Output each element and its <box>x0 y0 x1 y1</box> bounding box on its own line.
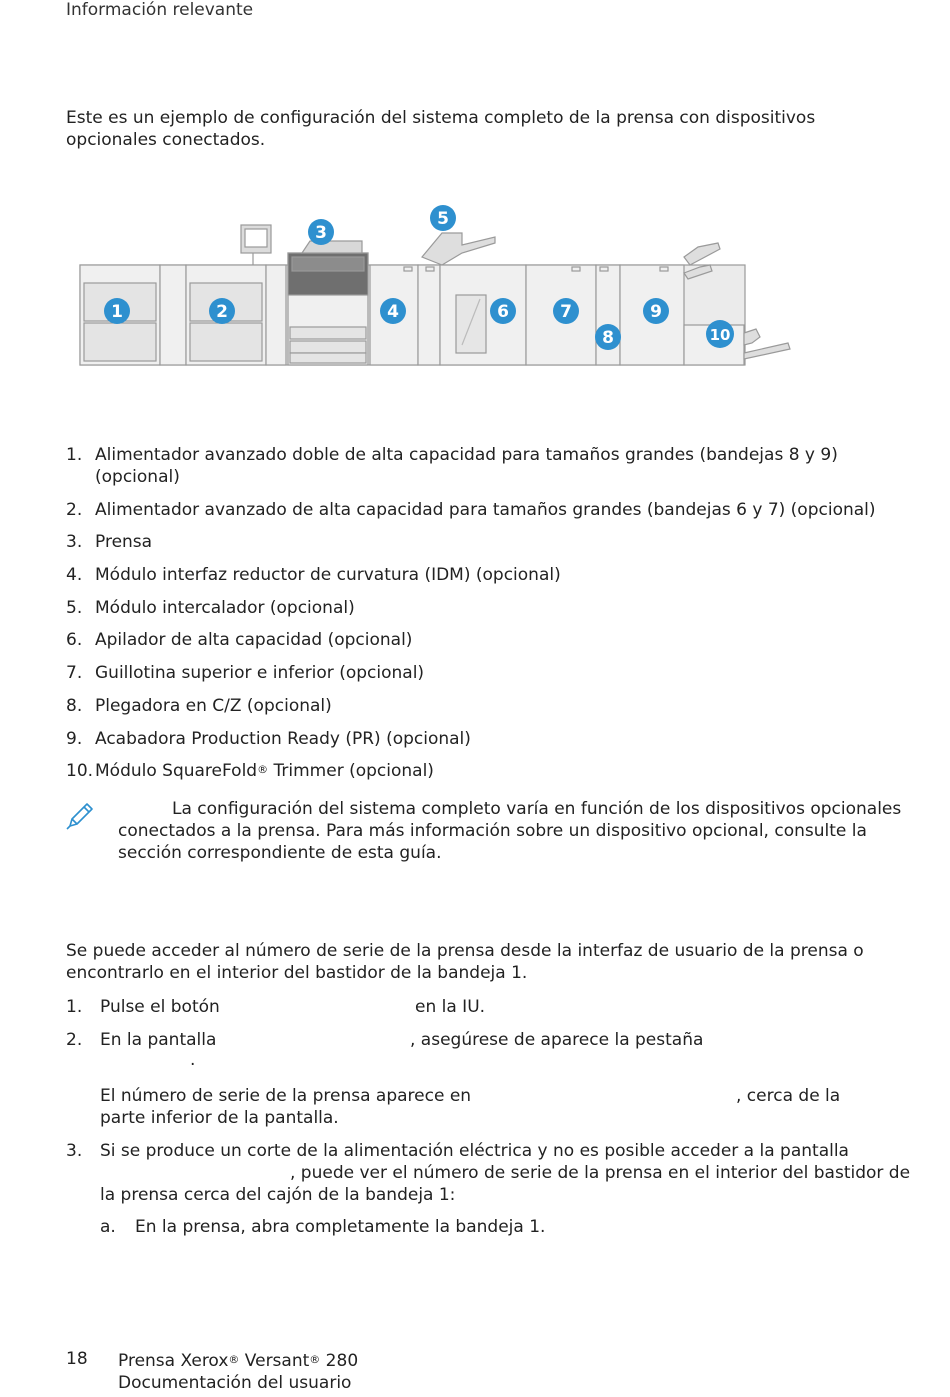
list-item: 4. Módulo interfaz reductor de curvatura (IDM) (opcional) <box>66 565 561 585</box>
callout-5 <box>430 205 456 231</box>
svg-text:9: 9 <box>650 302 662 322</box>
list-item: 10. Módulo SquareFold® Trimmer (opcional) <box>66 761 434 781</box>
svg-text:8: 8 <box>602 328 614 348</box>
list-item: 7. Guillotina superior e inferior (opcional) <box>66 663 425 683</box>
footer-product: Prensa Xerox® Versant® 280 Documentación del usuario <box>118 1351 359 1393</box>
page-number: 18 <box>66 1349 88 1369</box>
list-item: 9. Acabadora Production Ready (PR) (opcional) <box>66 729 471 749</box>
callout-4 <box>380 298 406 324</box>
svg-text:5: 5 <box>437 209 449 229</box>
serial-intro-paragraph: Se puede acceder al número de serie de la prensa desde la interfaz de usuario de la prensa o encontrarlo en el interior del bastidor de la bandeja 1. <box>66 941 864 983</box>
svg-text:3: 3 <box>315 223 327 243</box>
list-item: 6. Apilador de alta capacidad (opcional) <box>66 630 413 650</box>
running-header: Información relevante <box>66 0 254 20</box>
list-item: 2. Alimentador avanzado de alta capacidad para tamaños grandes (bandejas 6 y 7) (opcional) <box>66 500 876 520</box>
callout-6 <box>490 298 516 324</box>
callout-10 <box>706 320 734 348</box>
list-item: 3. Prensa <box>66 532 153 552</box>
inserter-module <box>418 265 440 365</box>
svg-text:1: 1 <box>111 302 123 322</box>
list-item: 1. Alimentador avanzado doble de alta capacidad para tamaños grandes (bandejas 8 y 9) (opcional) <box>66 445 838 487</box>
callout-7 <box>553 298 579 324</box>
note-block: La configuración del sistema completo varía en función de los dispositivos opcionales conectados a la prensa. Para más información sobre un dispositivo opcional, consulte la sección correspondiente de esta guía. <box>118 799 902 863</box>
svg-text:4: 4 <box>387 302 399 322</box>
pencil-note-icon <box>64 800 96 832</box>
system-configuration-diagram <box>70 195 810 380</box>
callout-3 <box>308 219 334 245</box>
svg-text:7: 7 <box>560 302 572 322</box>
svg-text:10: 10 <box>709 326 731 344</box>
svg-text:2: 2 <box>216 302 228 322</box>
callout-9 <box>643 298 669 324</box>
list-item: 5. Módulo intercalador (opcional) <box>66 598 355 618</box>
list-item: 8. Plegadora en C/Z (opcional) <box>66 696 332 716</box>
intro-paragraph: Este es un ejemplo de configuración del sistema completo de la prensa con dispositivos opcionales conectados. <box>66 108 816 150</box>
callout-1 <box>104 298 130 324</box>
svg-text:6: 6 <box>497 302 509 322</box>
callout-8 <box>595 324 621 350</box>
callout-2 <box>209 298 235 324</box>
